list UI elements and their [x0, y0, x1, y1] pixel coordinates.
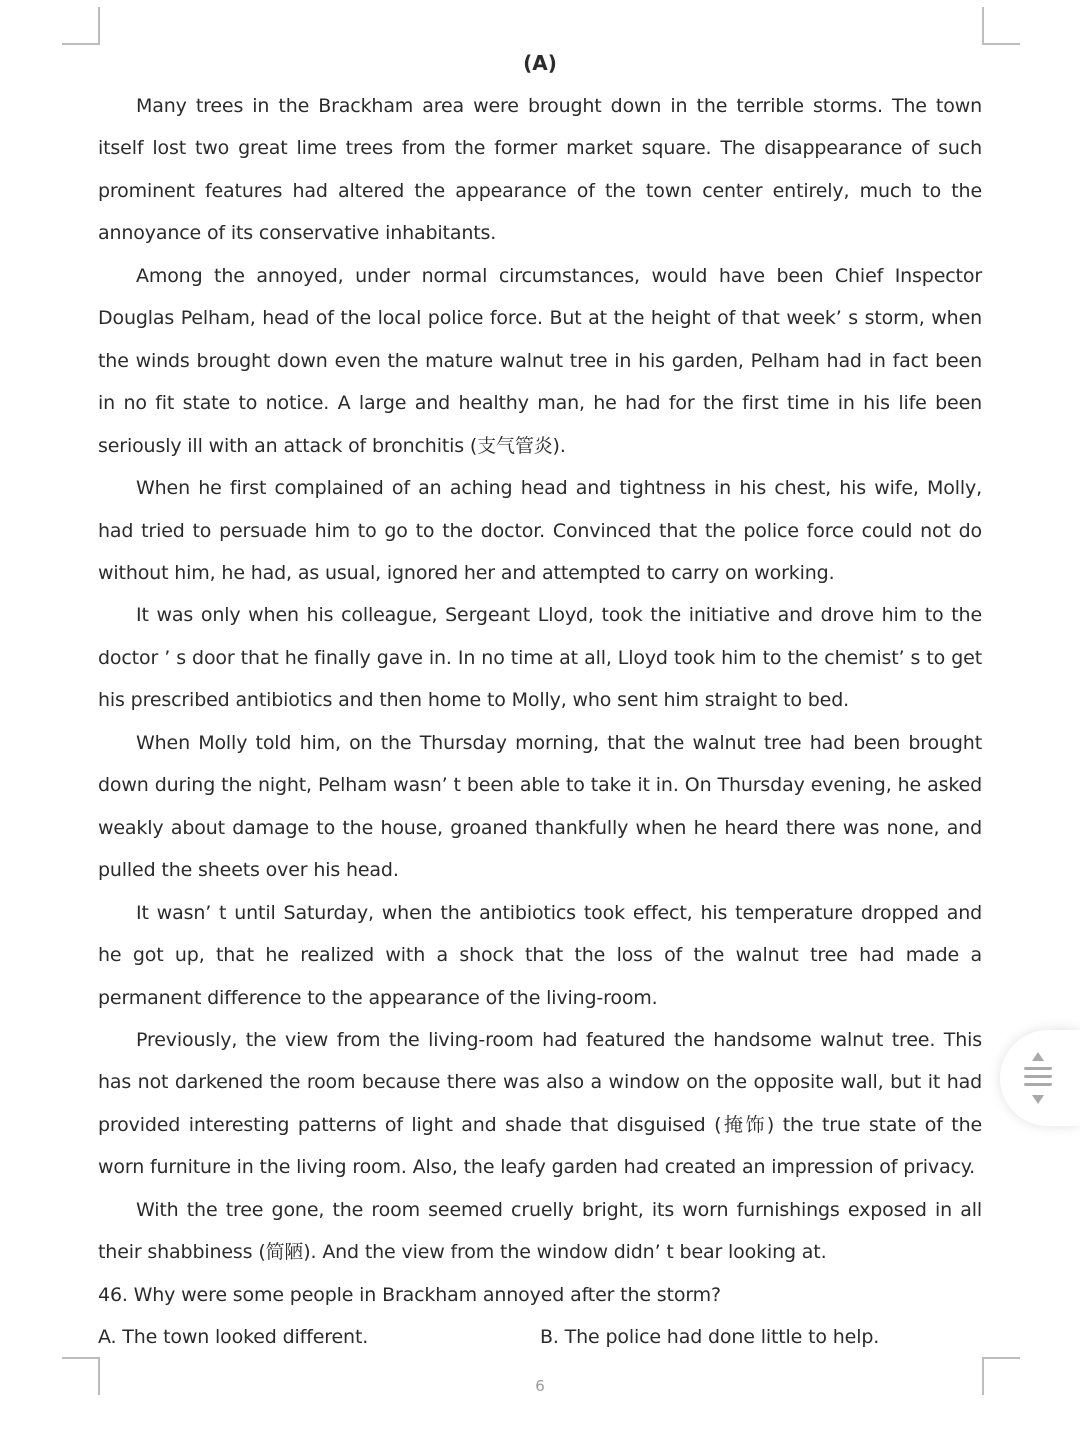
answer-options: [98, 1316, 982, 1358]
paragraph-5: When Molly told him, on the Thursday morning, that the walnut tree had been brought down during the night, Pelham wasn’ t been able to take it in. On Thursday evening, he asked weakly about damage to the house, groaned thankfully when he heard there was none, and pulled the sheets over his head.: [98, 731, 982, 882]
crop-mark-top-right: [982, 7, 1020, 45]
scroll-handle-icon: [1024, 1067, 1052, 1070]
passage-content: [98, 85, 982, 1359]
scroll-control[interactable]: [1000, 1030, 1080, 1126]
paragraph-4: It was only when his colleague, Sergeant Lloyd, took the initiative and drove him to the doctor ’ s door that he finally gave in. In no time at all, Lloyd took him to the chemist’ s to get his prescribed antibiotics and then home to Molly, who sent him straight to bed.: [98, 604, 982, 712]
option-b: B. The police had done little to help.: [540, 1326, 880, 1349]
option-a: A. The town looked different.: [98, 1326, 369, 1349]
scroll-down-icon[interactable]: [1032, 1095, 1044, 1104]
section-heading: (A): [523, 51, 557, 75]
paragraph-7: Previously, the view from the living-room had featured the handsome walnut tree. This has not darkened the room because there was also a window on the opposite wall, but it had provided interesting patterns of light and shade that disguised (掩饰) the true state of the worn furniture in the living room. Also, the leafy garden had created an impression of privacy.: [98, 1028, 982, 1179]
paragraph-1: Many trees in the Brackham area were brought down in the terrible storms. The town itself lost two great lime trees from the former market square. The disappearance of such prominent features had altered the appearance of the town center entirely, much to the annoyance of its conservative inhabitants.: [98, 95, 982, 245]
scroll-handle-icon: [1024, 1075, 1052, 1078]
page-number: 6: [535, 1377, 545, 1395]
scroll-handle-icon: [1024, 1083, 1052, 1086]
scroll-up-icon[interactable]: [1032, 1052, 1044, 1061]
paragraph-8: With the tree gone, the room seemed cruelly bright, its worn furnishings exposed in all their shabbiness (简陋). And the view from the window didn’ t bear looking at.: [98, 1198, 982, 1264]
question-46: 46. Why were some people in Brackham annoyed after the storm?: [98, 1283, 721, 1306]
paragraph-3: When he first complained of an aching head and tightness in his chest, his wife, Molly, had tried to persuade him to go to the doctor. Convinced that the police force could not do without him, he had, as usual, ignored her and attempted to carry on working.: [98, 477, 982, 584]
paragraph-2: Among the annoyed, under normal circumstances, would have been Chief Inspector Douglas Pelham, head of the local police force. But at the height of that week’ s storm, when the winds brought down even the mature walnut tree in his garden, Pelham had in fact been in no fit state to notice. A large and healthy man, he had for the first time in his life been seriously ill with an attack of bronchitis (支气管炎).: [98, 264, 982, 457]
crop-mark-top-left: [62, 7, 100, 45]
paragraph-6: It wasn’ t until Saturday, when the antibiotics took effect, his temperature dropped and he got up, that he realized with a shock that the loss of the walnut tree had made a permanent difference to the appearance of the living-room.: [98, 901, 982, 1009]
